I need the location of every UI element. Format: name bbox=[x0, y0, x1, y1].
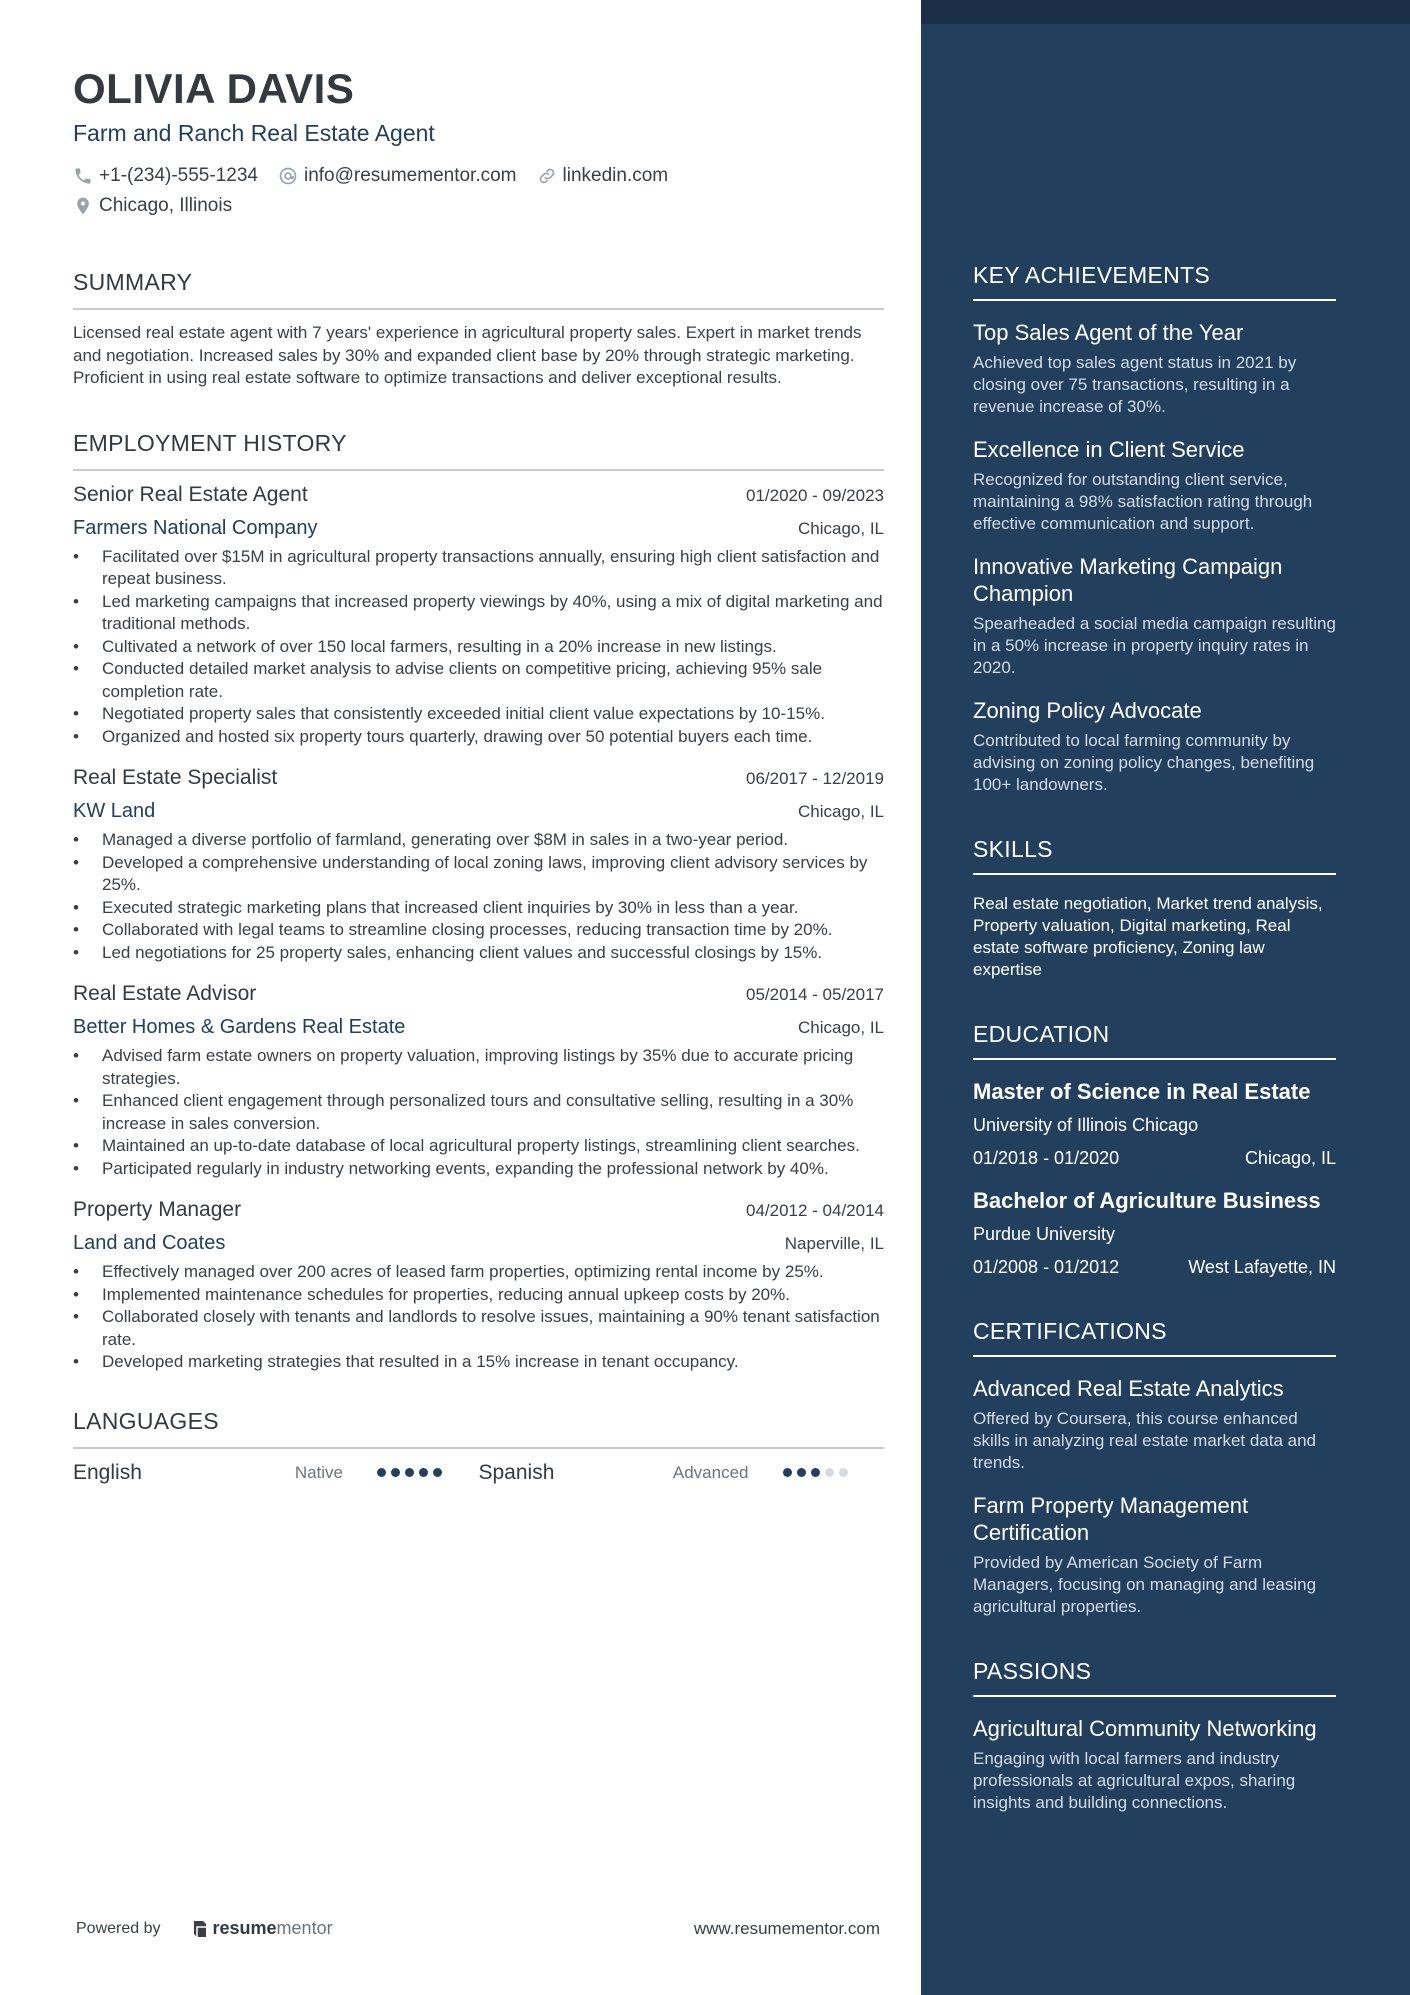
certification-desc: Offered by Coursera, this course enhanced skills in analyzing real estate market data and trends. bbox=[973, 1409, 1317, 1472]
job-role: Property Manager bbox=[73, 1198, 242, 1221]
contact-email[interactable] bbox=[278, 165, 517, 187]
skills-text: Real estate negotiation, Market trend analysis, Property valuation, Digital marketing, Real estate software proficiency, Zoning law expertise bbox=[973, 894, 1323, 979]
rating-dot bbox=[783, 1468, 792, 1477]
job-role: Real Estate Specialist bbox=[73, 766, 278, 789]
job-location: Chicago, IL bbox=[798, 802, 884, 821]
email-text: info@resumementor.com bbox=[303, 165, 517, 186]
job-bullet: • Led marketing campaigns that increased property viewings by 40%, using a mix of digital marketing and traditional methods. bbox=[73, 591, 884, 636]
achievements-list bbox=[973, 319, 1336, 796]
achievement-item bbox=[973, 553, 1336, 679]
passions-heading: PASSIONS bbox=[973, 1658, 1336, 1697]
languages-heading: LANGUAGES bbox=[73, 1408, 884, 1449]
achievement-item bbox=[973, 697, 1336, 796]
achievement-item bbox=[973, 436, 1336, 535]
location-pin-icon bbox=[73, 196, 93, 216]
job-bullets bbox=[73, 546, 884, 749]
job-entry bbox=[73, 766, 884, 964]
job-bullet: • Developed a comprehensive understanding of local zoning laws, improving client advisory services by 25%. bbox=[73, 852, 884, 897]
achievements-section bbox=[973, 262, 1336, 796]
candidate-name: OLIVIA DAVIS bbox=[73, 65, 355, 112]
job-bullets bbox=[73, 829, 884, 964]
education-meta bbox=[973, 1257, 1336, 1278]
job-dates: 04/2012 - 04/2014 bbox=[745, 1201, 884, 1220]
powered-by-label: Powered by bbox=[76, 1919, 161, 1937]
job-company: Farmers National Company bbox=[73, 516, 318, 539]
rating-dot bbox=[377, 1468, 386, 1477]
job-header bbox=[73, 982, 884, 1006]
job-bullet: • Participated regularly in industry networking events, expanding the professional network by 40%. bbox=[73, 1158, 884, 1181]
phone-icon bbox=[73, 166, 93, 186]
job-company: KW Land bbox=[73, 800, 156, 822]
achievement-title: Excellence in Client Service bbox=[973, 437, 1245, 462]
contact-linkedin[interactable] bbox=[537, 165, 669, 187]
jobs-list bbox=[73, 483, 884, 1374]
contact-row bbox=[73, 165, 884, 187]
job-bullet: • Collaborated with legal teams to streamline closing processes, reducing transaction time by 20%. bbox=[73, 919, 884, 942]
rating-dot bbox=[811, 1468, 820, 1477]
job-dates: 01/2020 - 09/2023 bbox=[745, 485, 884, 505]
job-company: Land and Coates bbox=[73, 1232, 226, 1254]
job-bullet: • Facilitated over $15M in agricultural property transactions annually, ensuring high client satisfaction and repeat business. bbox=[73, 546, 884, 591]
language-item bbox=[479, 1461, 885, 1485]
education-location: West Lafayette, IN bbox=[1188, 1257, 1336, 1277]
certifications-section bbox=[973, 1318, 1336, 1618]
language-name: English bbox=[73, 1460, 142, 1484]
job-bullet: • Executed strategic marketing plans that increased client inquiries by 30% in less than a year. bbox=[73, 897, 884, 920]
language-item bbox=[73, 1461, 479, 1485]
education-degree: Master of Science in Real Estate bbox=[973, 1079, 1311, 1104]
location-text: Chicago, Illinois bbox=[99, 195, 233, 216]
skills-section bbox=[973, 836, 1336, 981]
sidebar bbox=[921, 0, 1410, 1995]
passions-list bbox=[973, 1715, 1336, 1814]
education-item bbox=[973, 1078, 1336, 1169]
passion-item bbox=[973, 1715, 1336, 1814]
job-bullet: • Effectively managed over 200 acres of leased farm properties, optimizing rental income by 25%. bbox=[73, 1261, 884, 1284]
linkedin-text: linkedin.com bbox=[562, 165, 669, 186]
passion-title: Agricultural Community Networking bbox=[973, 1716, 1317, 1741]
job-location: Naperville, IL bbox=[784, 1234, 884, 1253]
footer bbox=[76, 1918, 880, 1939]
employment-heading: EMPLOYMENT HISTORY bbox=[73, 430, 884, 471]
job-bullet: • Conducted detailed market analysis to advise clients on competitive pricing, achieving 95% sale completion rate. bbox=[73, 658, 884, 703]
job-entry bbox=[73, 483, 884, 749]
certification-title: Farm Property Management Certification bbox=[973, 1493, 1249, 1545]
skills-heading: SKILLS bbox=[973, 836, 1336, 875]
contact-location bbox=[73, 195, 232, 217]
languages-section bbox=[73, 1408, 884, 1485]
achievement-title: Zoning Policy Advocate bbox=[973, 698, 1202, 723]
brand-bold: resume bbox=[212, 1918, 277, 1938]
job-header bbox=[73, 766, 884, 790]
job-role: Senior Real Estate Agent bbox=[73, 482, 308, 506]
employment-section bbox=[73, 430, 884, 1374]
job-subheader bbox=[73, 1016, 884, 1039]
rating-dot bbox=[433, 1468, 442, 1477]
rating-dot bbox=[839, 1468, 848, 1477]
job-bullet: • Developed marketing strategies that resulted in a 15% increase in tenant occupancy. bbox=[73, 1351, 884, 1374]
passion-desc: Engaging with local farmers and industry professionals at agricultural expos, sharing insights and building connections. bbox=[973, 1749, 1296, 1812]
job-header bbox=[73, 483, 884, 507]
job-bullet: • Enhanced client engagement through personalized tours and consultative selling, resulting in a 30% increase in sales conversion. bbox=[73, 1090, 884, 1135]
job-company: Better Homes & Gardens Real Estate bbox=[73, 1016, 406, 1038]
job-header bbox=[73, 1198, 884, 1222]
education-dates: 01/2018 - 01/2020 bbox=[973, 1148, 1120, 1168]
achievement-title: Top Sales Agent of the Year bbox=[973, 320, 1244, 345]
job-entry bbox=[73, 1198, 884, 1374]
language-level: Advanced bbox=[672, 1462, 749, 1482]
certification-item bbox=[973, 1375, 1336, 1474]
languages-row bbox=[73, 1461, 884, 1485]
language-level: Native bbox=[294, 1462, 343, 1482]
certification-desc: Provided by American Society of Farm Managers, focusing on managing and leasing agricultural properties. bbox=[973, 1553, 1317, 1616]
education-meta bbox=[973, 1148, 1336, 1169]
education-location: Chicago, IL bbox=[1244, 1148, 1336, 1168]
job-bullet: • Maintained an up-to-date database of local agricultural property listings, streamlining client searches. bbox=[73, 1135, 884, 1158]
job-bullet: • Implemented maintenance schedules for properties, reducing annual upkeep costs by 20%. bbox=[73, 1284, 884, 1307]
achievements-heading: KEY ACHIEVEMENTS bbox=[973, 262, 1336, 301]
rating-dot bbox=[419, 1468, 428, 1477]
brand-light: mentor bbox=[276, 1918, 333, 1938]
job-subheader bbox=[73, 517, 884, 540]
job-subheader bbox=[73, 800, 884, 823]
job-bullets bbox=[73, 1261, 884, 1374]
job-bullet: • Managed a diverse portfolio of farmland, generating over $8M in sales in a two-year period. bbox=[73, 829, 884, 852]
certifications-list bbox=[973, 1375, 1336, 1618]
rating-dot bbox=[391, 1468, 400, 1477]
certification-title: Advanced Real Estate Analytics bbox=[973, 1376, 1284, 1401]
passions-section bbox=[973, 1658, 1336, 1814]
achievement-desc: Spearheaded a social media campaign resulting in a 50% increase in property inquiry rates in 2020. bbox=[973, 614, 1336, 677]
sidebar-top-band bbox=[921, 0, 1410, 24]
rating-dot bbox=[405, 1468, 414, 1477]
language-rating bbox=[783, 1468, 853, 1477]
job-dates: 05/2014 - 05/2017 bbox=[745, 985, 884, 1004]
brand-logo[interactable] bbox=[191, 1918, 333, 1939]
contact-phone[interactable] bbox=[73, 165, 258, 187]
job-subheader bbox=[73, 1232, 884, 1255]
job-bullet: • Collaborated closely with tenants and landlords to resolve issues, maintaining a 90% tenant satisfaction rate. bbox=[73, 1306, 884, 1351]
summary-heading: SUMMARY bbox=[73, 269, 884, 310]
candidate-title: Farm and Ranch Real Estate Agent bbox=[73, 120, 435, 146]
rating-dot bbox=[797, 1468, 806, 1477]
footer-url[interactable]: www.resumementor.com bbox=[693, 1918, 880, 1938]
job-bullet: • Negotiated property sales that consistently exceeded initial client value expectations by 10-15%. bbox=[73, 703, 884, 726]
sidebar-content bbox=[973, 262, 1336, 1854]
certifications-heading: CERTIFICATIONS bbox=[973, 1318, 1336, 1357]
language-rating bbox=[377, 1468, 447, 1477]
powered-by bbox=[76, 1918, 333, 1939]
job-dates: 06/2017 - 12/2019 bbox=[745, 769, 884, 788]
education-school: Purdue University bbox=[973, 1224, 1116, 1244]
summary-section bbox=[73, 269, 884, 390]
education-item bbox=[973, 1187, 1336, 1278]
rating-dot bbox=[825, 1468, 834, 1477]
achievement-desc: Achieved top sales agent status in 2021 by closing over 75 transactions, resulting in a revenue increase of 30%. bbox=[973, 353, 1297, 416]
education-list bbox=[973, 1078, 1336, 1278]
job-bullets bbox=[73, 1045, 884, 1180]
job-bullet: • Cultivated a network of over 150 local farmers, resulting in a 20% increase in new listings. bbox=[73, 636, 884, 659]
job-bullet: • Advised farm estate owners on property valuation, improving listings by 35% due to accurate pricing strategies. bbox=[73, 1045, 884, 1090]
resumementor-logo-icon bbox=[191, 1919, 209, 1939]
education-dates: 01/2008 - 01/2012 bbox=[973, 1257, 1120, 1277]
job-entry bbox=[73, 982, 884, 1180]
certification-item bbox=[973, 1492, 1336, 1618]
achievement-item bbox=[973, 319, 1336, 418]
contact-row-2 bbox=[73, 195, 884, 217]
education-degree: Bachelor of Agriculture Business bbox=[973, 1188, 1321, 1213]
job-bullet: • Organized and hosted six property tours quarterly, drawing over 50 potential buyers each time. bbox=[73, 726, 884, 749]
education-section bbox=[973, 1021, 1336, 1278]
phone-text: +1-(234)-555-1234 bbox=[99, 165, 258, 186]
summary-text: Licensed real estate agent with 7 years' experience in agricultural property sales. Expert in market trends and negotiation. Increased sales by 30% and expanded client base by 20% through strategic marketing. Proficient in using real estate software to optimize transactions and deliver exceptional results. bbox=[73, 323, 862, 387]
achievement-desc: Contributed to local farming community by advising on zoning policy changes, benefiting 100+ landowners. bbox=[973, 731, 1315, 794]
job-location: Chicago, IL bbox=[798, 518, 884, 538]
education-heading: EDUCATION bbox=[973, 1021, 1336, 1060]
language-name: Spanish bbox=[478, 1460, 555, 1484]
link-icon bbox=[537, 166, 557, 186]
education-school: University of Illinois Chicago bbox=[973, 1115, 1199, 1135]
achievement-desc: Recognized for outstanding client service, maintaining a 98% satisfaction rating through effective communication and support. bbox=[973, 470, 1313, 533]
job-location: Chicago, IL bbox=[798, 1018, 884, 1037]
main-column bbox=[73, 64, 884, 1485]
job-role: Real Estate Advisor bbox=[73, 982, 257, 1005]
job-bullet: • Led negotiations for 25 property sales, enhancing client values and successful closings by 15%. bbox=[73, 942, 884, 965]
at-icon bbox=[278, 166, 298, 186]
achievement-title: Innovative Marketing Campaign Champion bbox=[973, 554, 1283, 606]
